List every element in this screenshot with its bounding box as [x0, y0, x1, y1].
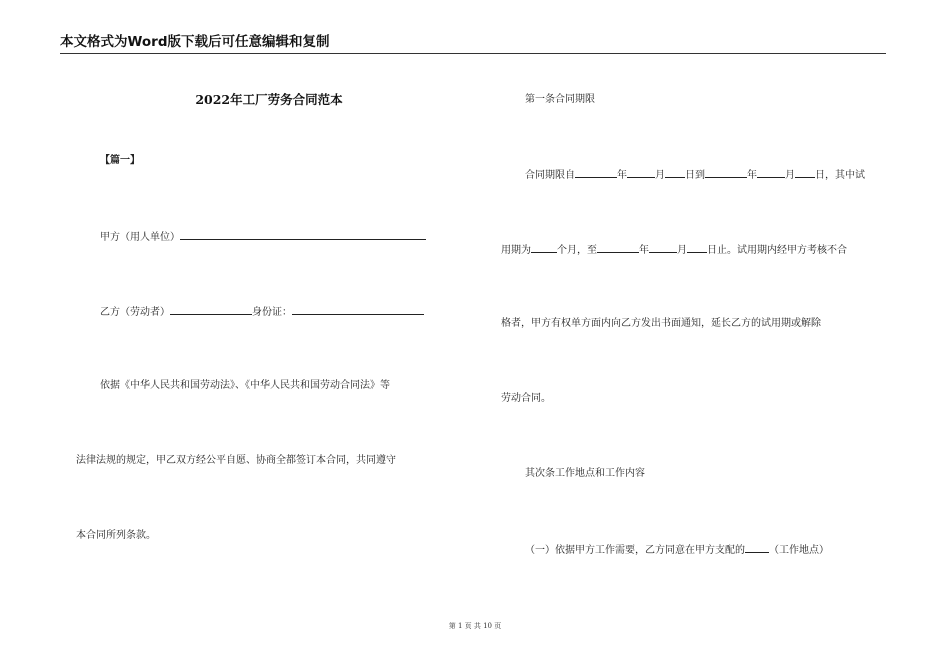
term-text-6: 月	[785, 170, 795, 181]
item1-text-1: （一）依据甲方工作需要，乙方同意在甲方支配的	[525, 545, 745, 556]
probation-line	[501, 242, 887, 258]
item1-blank	[745, 542, 769, 553]
probation-blank-3	[649, 242, 677, 253]
para1-line1: 依据《中华人民共和国劳动法》、《中华人民共和国劳动合同法》等	[100, 380, 390, 391]
term-text-7: 日，其中试	[815, 170, 865, 181]
probation-text-3: 年	[639, 245, 649, 256]
probation-text-4: 月	[677, 245, 687, 256]
term-blank-4	[705, 167, 747, 178]
term-blank-6	[795, 167, 815, 178]
term-text-1: 合同期限自	[525, 170, 575, 181]
term-text-3: 月	[655, 170, 665, 181]
para1-line2: 法律法规的规定，甲乙双方经公平自愿、协商全都签订本合同，共同遵守	[76, 455, 396, 466]
party-b-line	[76, 304, 462, 320]
term-line	[501, 167, 887, 183]
probation-text-1: 用期为	[501, 245, 531, 256]
term-blank-5	[757, 167, 785, 178]
para1-line3: 本合同所列条款。	[76, 530, 156, 541]
section-label: 【篇一】	[100, 155, 140, 166]
party-a-blank	[180, 229, 426, 240]
term-text-4: 日到	[685, 170, 705, 181]
para-line4: 劳动合同。	[501, 393, 551, 404]
term-text-5: 年	[747, 170, 757, 181]
document-title: 2022年工厂劳务合同范本	[195, 92, 343, 107]
left-column	[76, 0, 462, 672]
id-blank	[292, 304, 424, 315]
item1-line	[501, 542, 887, 558]
probation-blank-4	[687, 242, 707, 253]
probation-text-2: 个月，至	[557, 245, 597, 256]
party-a-label: 甲方（用人单位）	[100, 232, 180, 243]
term-text-2: 年	[617, 170, 627, 181]
id-label: 身份证：	[252, 307, 292, 318]
party-b-blank	[170, 304, 252, 315]
item1-text-2: （工作地点）	[769, 545, 829, 556]
para-line3: 格者，甲方有权单方面内向乙方发出书面通知，延长乙方的试用期或解除	[501, 318, 821, 329]
term-blank-2	[627, 167, 655, 178]
header-text: 本文格式为Word版下载后可任意编辑和复制	[60, 34, 330, 50]
article1-heading: 第一条合同期限	[525, 94, 595, 105]
page-footer: 第 1 页 共 10 页	[448, 622, 502, 630]
probation-blank-2	[597, 242, 639, 253]
probation-text-5: 日止。试用期内经甲方考核不合	[707, 245, 847, 256]
term-blank-3	[665, 167, 685, 178]
probation-blank-1	[531, 242, 557, 253]
right-column	[501, 0, 887, 672]
article2-heading: 其次条工作地点和工作内容	[525, 468, 645, 479]
party-a-line	[76, 229, 462, 245]
party-b-label: 乙方（劳动者）	[100, 307, 170, 318]
term-blank-1	[575, 167, 617, 178]
